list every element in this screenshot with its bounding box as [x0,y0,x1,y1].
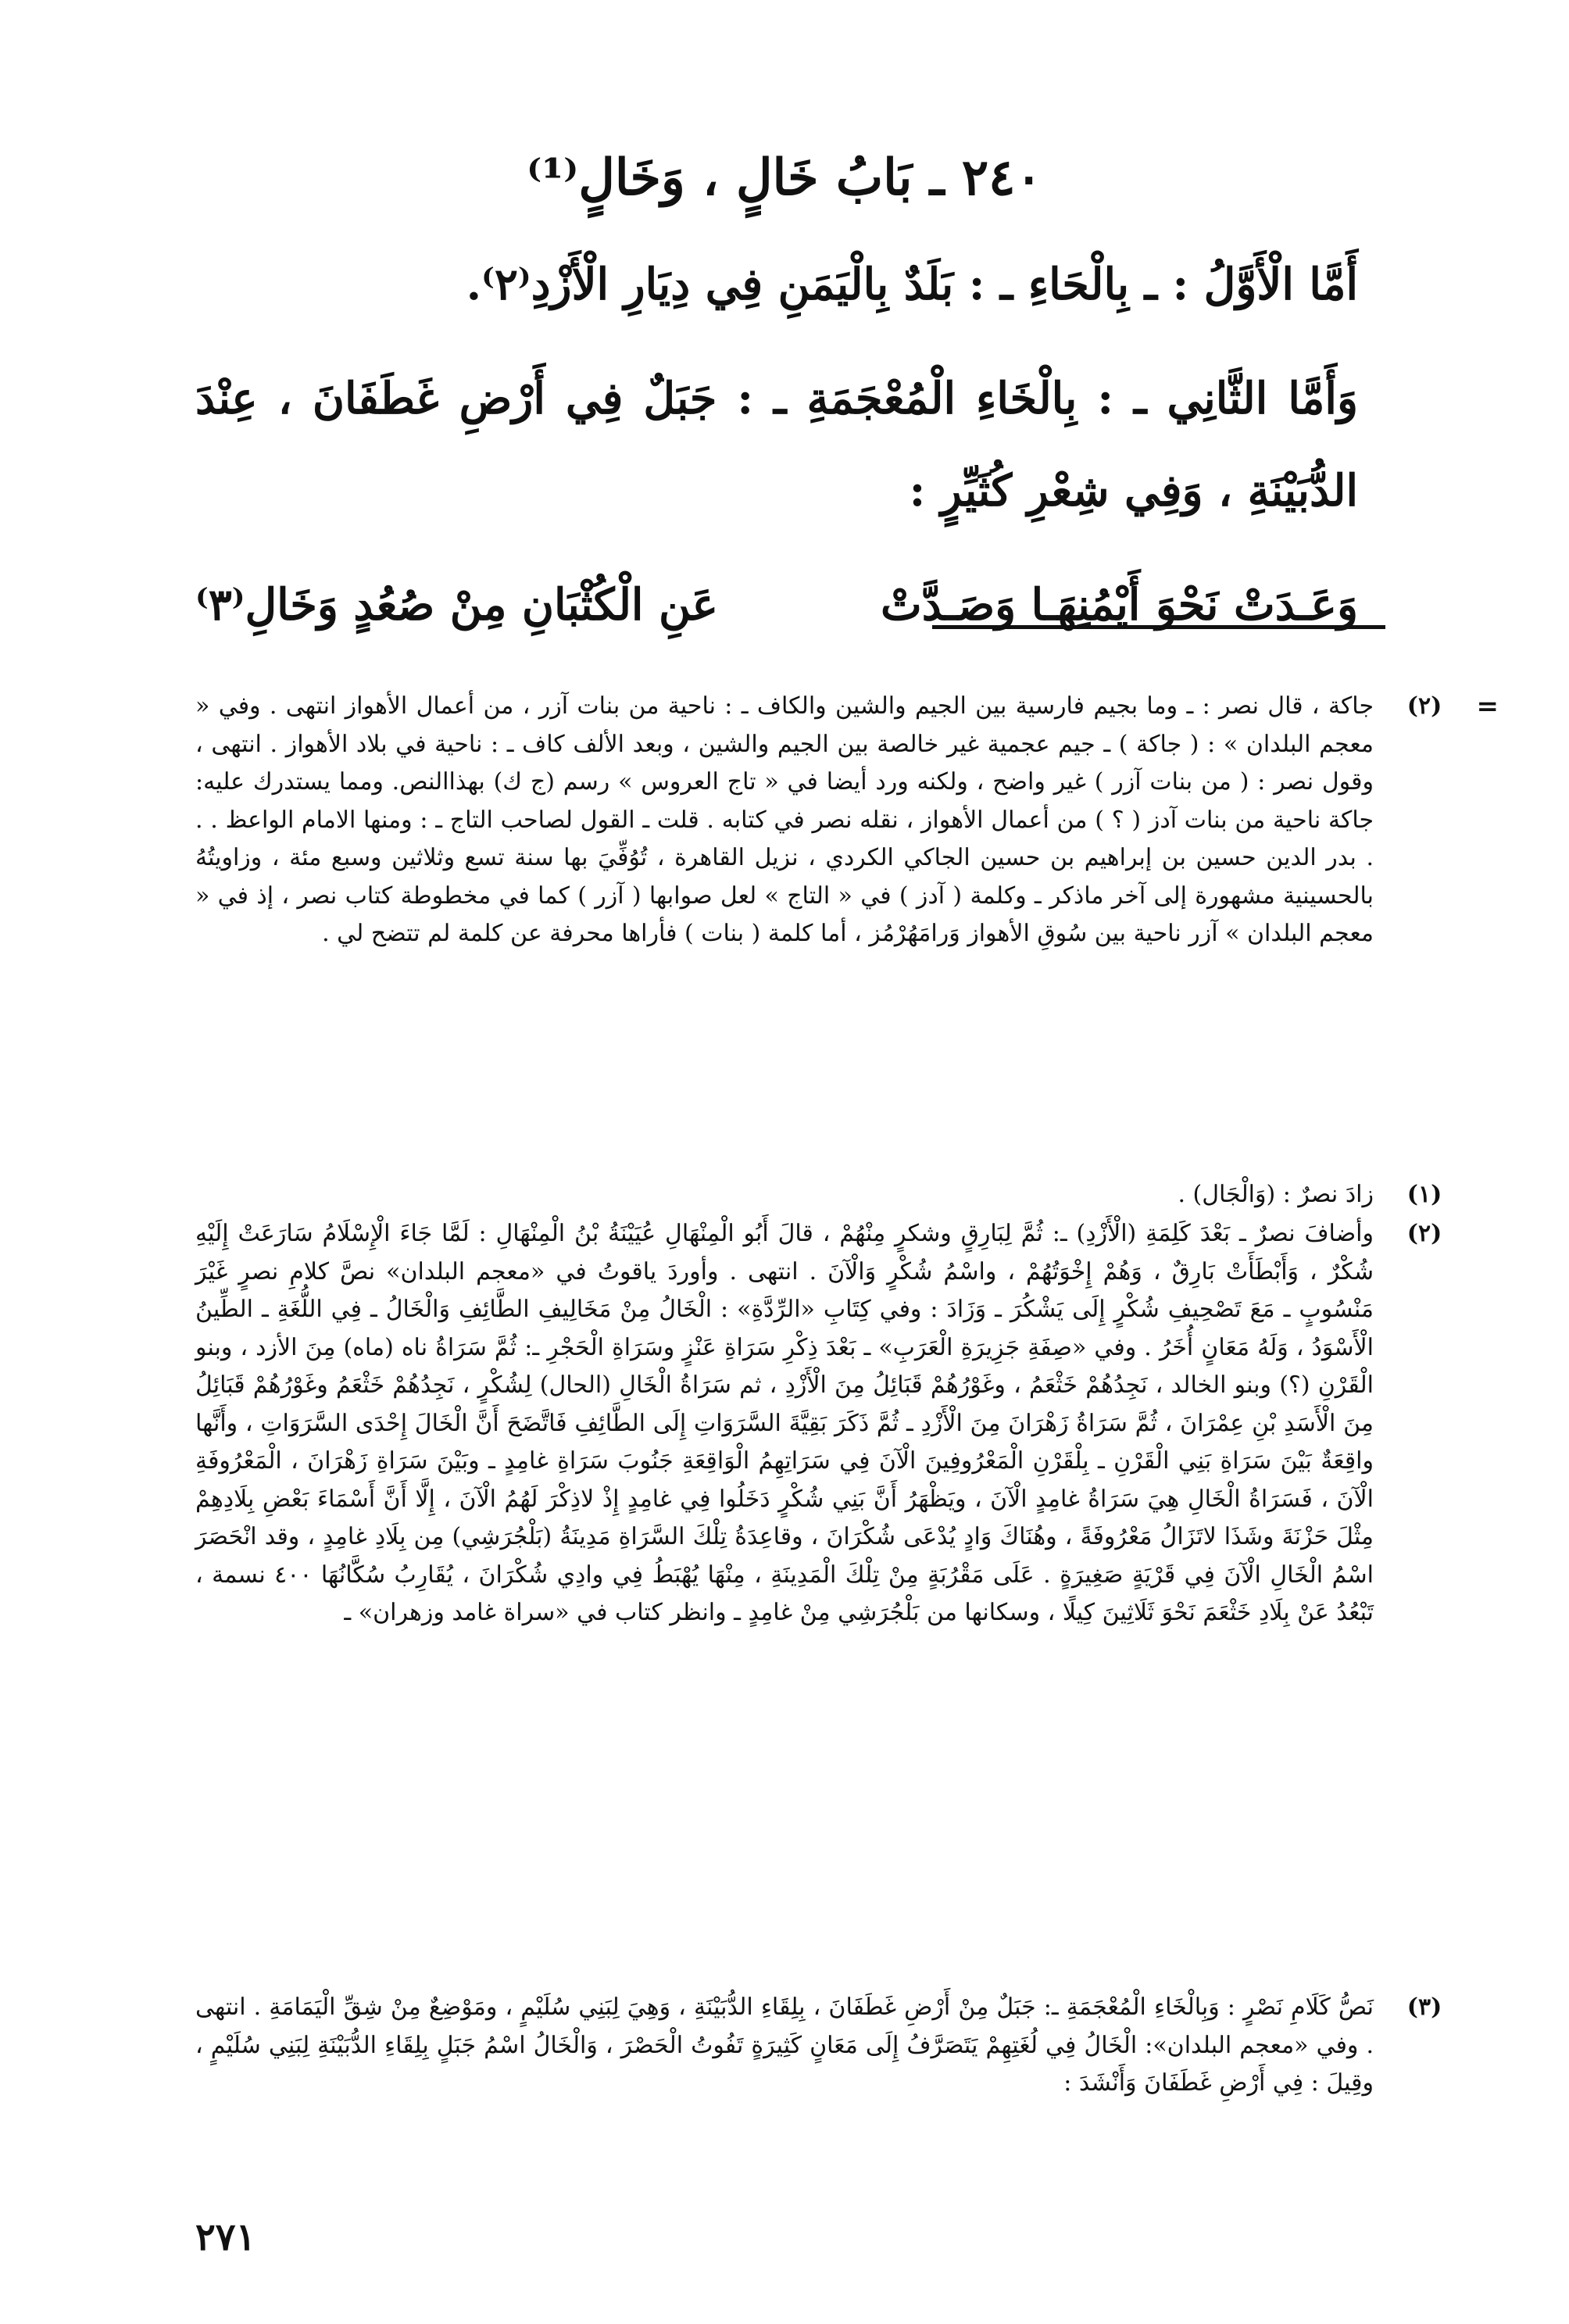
footnote-text: زادَ نصرٌ : (وَالْجَال) . [1178,1181,1374,1208]
main-paragraph-first: أَمَّا الْأَوَّلُ : ـ بِالْحَاءِ ـ : بَلَدٌ بِالْيَمَنِ فِي دِيَارِ الْأَزْدِ⁽٢⁾. [466,259,1358,310]
footnote-continued [195,688,1499,953]
continuation-mark: = [1476,691,1499,722]
poem-verse [195,559,1358,651]
footnote-text: نَصُّ كَلَامِ نَصْرٍ : وَبِالْخَاءِ الْمُعْجَمَةِ ـ: جَبَلٌ مِنْ أَرْضِ غَطَفَانَ ، بِلِقَاءِ الدُّبَيْنَةِ ، وَهِيَ لِبَنِي سُلَيْمٍ ، ومَوْضِعٌ مِنْ شِقِّ الْيَمَامَةِ . انتهى . وفي «معجم البلدان»: الْخَالُ فِي لُغَتِهِمْ يَتَصَرَّفُ إِلَى مَعَانٍ كَثِيرَةٍ تَفُوتُ الْحَصْرَ ، وَالْخَالُ اسْمُ جَبَلٍ بِلِقَاءِ الدُّبَيْنَةِ لِبَنِي سُلَيْمٍ ، وقِيلَ : فِي أَرْضِ غَطَفَانَ وَأَنْشَدَ : [195,1993,1374,2097]
footnote-marker: (٢) [1406,692,1442,720]
footnote-text: وأضافَ نصرٌ ـ بَعْدَ كَلِمَةِ (الْأَزْدِ) ـ: ثُمَّ لِبَارِقٍ وشكرٍ مِنْهُمْ ، قالَ أَبُو الْمِنْهَالِ عُيَيْنَةُ بْنُ الْمِنْهَالِ : لَمَّا جَاءَ الْإِسْلَامُ سَارَعَتْ إِلَيْهِ شُكْرٌ ، وَأَبْطَأَتْ بَارِقٌ ، وَهُمْ إِخْوَتُهُمْ ، واسْمُ شُكْرٍ وَالْآنَ . انتهى . وأوردَ ياقوتُ في «معجم البلدان» نصَّ كلامِ نصرٍ غَيْرَ مَنْسُوبٍ ـ مَعَ تَصْحِيفِ شُكْرٍ إِلَى يَشْكُرَ ـ وَزَادَ : وفي كِتَابِ «الرِّدَّةِ» : الْخَالُ مِنْ مَخَالِيفِ الطَّائِفِ وَالْخَالُ ـ فِي اللُّغَةِ ـ الطِّينُ الْأَسْوَدُ ، وَلَهُ مَعَانٍ أُخَرُ . وفي «صِفَةِ جَزِيرَةِ الْعَرَبِ» ـ بَعْدَ ذِكْرِ سَرَاةِ عَنْزٍ وسَرَاةِ الْحَجْرِ ـ: ثُمَّ سَرَاةُ ناه (ماه) مِنَ الأزد ، وبنو الْقَرْنِ (؟) وبنو الخالد ، نَجِدُهُمْ خَثْعَمُ ، وغَوْرُهُمْ قَبَائِلُ مِنَ الْأَزْدِ ، ثم سَرَاةُ الْخَالِ (الحال) لِشُكْرٍ ، نَجِدُهُمْ خَثْعَمُ وغَوْرُهُمْ قَبَائِلُ مِنَ الْأَسَدِ بْنِ عِمْرَانَ ، ثُمَّ سَرَاةُ زَهْرَانَ مِنَ الْأَزْدِ ـ ثُمَّ ذَكَرَ بَقِيَّةَ السَّرَوَاتِ إِلَى الطَّائِفِ فَاتَّضَحَ أَنَّ الْخَالَ إِحْدَى السَّرَوَاتِ ، وأَنَّها واقِعَةٌ بَيْنَ سَرَاةِ بَنِي الْقَرْنِ ـ بِلْقَرْنِ الْمَعْرُوفِينَ الْآنَ فِي سَرَاتِهِمُ الْوَاقِعَةِ جَنُوبَ سَرَاةِ غامِدٍ ـ وبَيْنَ سَرَاةِ زَهْرَانَ ، الْمَعْرُوفَةِ الْآنَ ، فَسَرَاةُ الْخَالِ هِيَ سَرَاةُ غامِدٍ الْآنَ ، ويَظْهَرُ أَنَّ بَنِي شُكْرٍ دَخَلُوا فِي غامِدٍ إِذْ لاذِكْرَ لَهُمُ الْآنَ ، إِلَّا أَنَّ أَسْمَاءَ بَعْضِ بِلَادِهِمْ مِثْلَ حَزْنَةَ وشَذَا لاتَزَالُ مَعْرُوفَةً ، وهُنَاكَ وَادٍ يُدْعَى شُكْرَانَ ، وقاعِدَةُ تِلْكَ السَّرَاةِ مَدِينَةُ (بَلْجُرَشِي) مِن بِلَادِ غامِدٍ ، وقد انْحَصَرَ اسْمُ الْخَالِ الْآنَ فِي قَرْيَةٍ صَغِيرَةٍ . عَلَى مَقْرُبَةٍ مِنْ تِلْكَ الْمَدِينَةِ ، مِنْهَا يُهْبَطُ فِي وادِي شُكْرَانَ ، يُقَارِبُ سُكَّانُهَا ٤٠٠ نسمة ، تَبْعُدُ عَنْ بِلَادِ خَثْعَمَ نَحْوَ ثَلَاثِينَ كِيلًا ، وسكانها من بَلْجُرَشِي مِنْ غامِدٍ ـ وانظر كتاب في «سراة غامد وزهران» ـ [195,1220,1374,1626]
chapter-heading: ٢٤٠ ـ بَابُ خَالٍ ، وَخَالٍ⁽¹⁾ [527,148,1042,207]
footnote-2 [195,1215,1442,1632]
footnote-marker: (٢) [1406,1220,1442,1247]
footnote-3 [195,1989,1442,2103]
page-number: ٢٧١ [195,2215,256,2259]
verse-first-hemistich: وَعَـدَتْ نَحْوَ أَيْمُنِهَـا وَصَـدَّتْ [881,579,1358,631]
footnote-1 [195,1176,1442,1214]
footnote-text: جاكة ، قال نصر : ـ وما بجيم فارسية بين الجيم والشين والكاف ـ : ناحية من بنات آزر ، من أعمال الأهواز انتهى . وفي « معجم البلدان » : ( جاكة ) ـ جيم عجمية غير خالصة بين الجيم والشين ، وبعد الألف كاف ـ : ناحية في بلاد الأهواز . انتهى ، وقول نصر : ( من بنات آزر ) غير واضح ، ولكنه ورد أيضا في « تاج العروس » رسم (ج ك) بهذاالنص. ومما يستدرك عليه: جاكة ناحية من بنات آدز ( ؟ ) من أعمال الأهواز ، نقله نصر في كتابه . قلت ـ القول لصاحب التاج ـ : ومنها الامام الواعظ . . . بدر الدين حسين بن إبراهيم بن حسين الجاكي الكردي ، نزيل القاهرة ، تُوُفِّيَ بها سنة تسع وثلاثين وسبع مئة ، وزاويتُهُ بالحسينية مشهورة إلى آخر ماذكر ـ وكلمة ( آدز ) في « التاج » لعل صوابها ( آزر ) كما في مخطوطة كتاب نصر ، إذ في « معجم البلدان » آزر ناحية بين سُوقِ الأهواز وَرامَهُرْمُز ، أما كلمة ( بنات ) فأراها محرفة عن كلمة لم تتضح لي . [195,692,1374,947]
verse-second-hemistich: عَنِ الْكُثْبَانِ مِنْ صُعُدٍ وَخَالِ⁽٣⁾ [195,579,718,631]
footnote-marker: (١) [1406,1181,1442,1208]
footnote-marker: (٣) [1406,1993,1442,2021]
footnote-separator [932,625,1385,629]
main-text [195,238,1358,651]
main-paragraph-second: وَأَمَّا الثَّانِي ـ : بِالْخَاءِ الْمُعْجَمَةِ ـ : جَبَلٌ فِي أَرْضِ غَطَفَانَ ، عِنْدَ الدُّبَيْنَةِ ، وَفِي شِعْرِ كُثَيِّرٍ : [195,373,1358,517]
